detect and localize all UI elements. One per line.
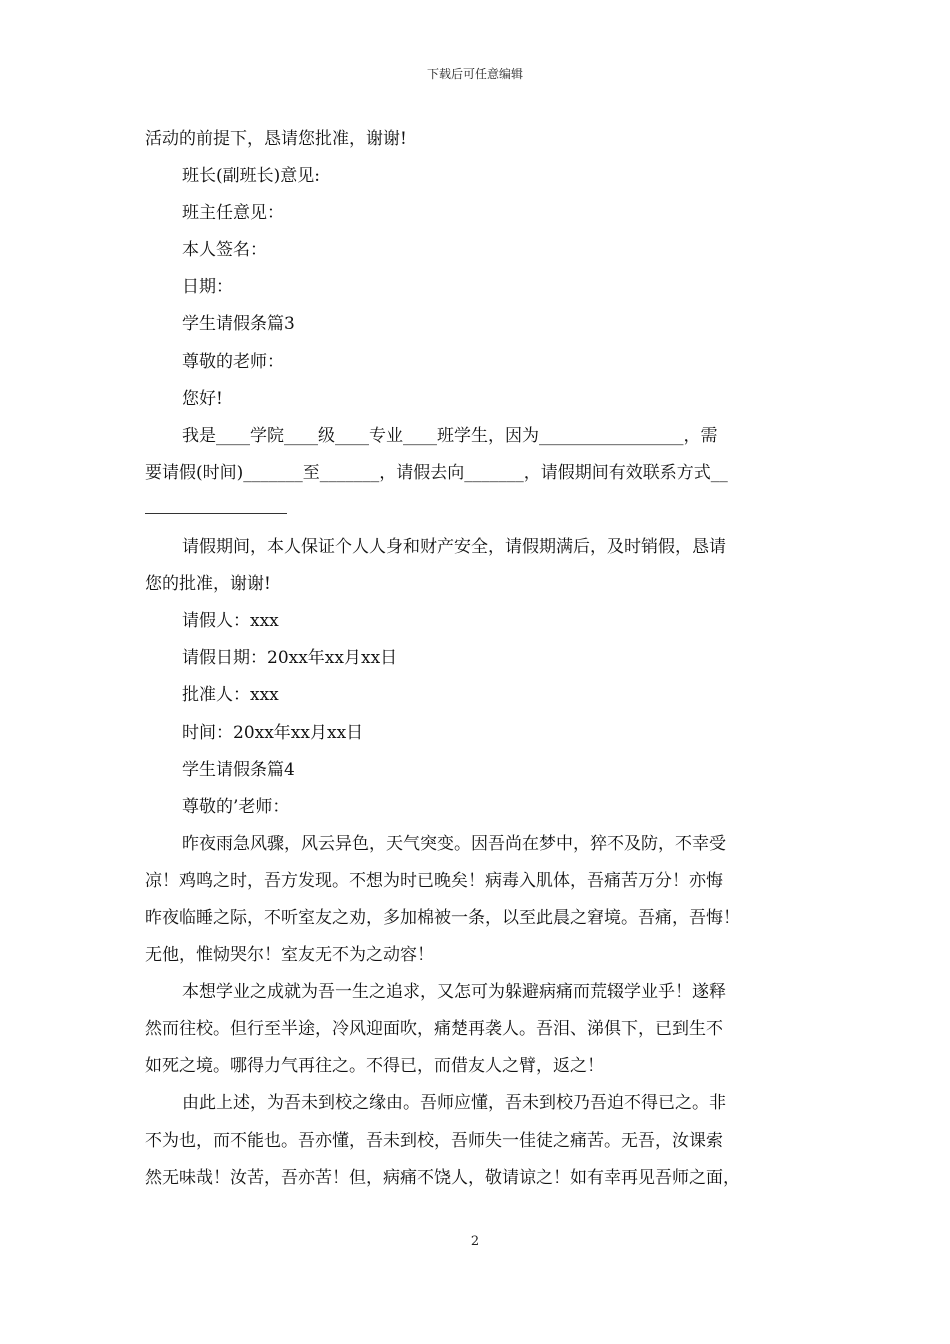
salutation: 尊敬的老师： — [182, 351, 284, 372]
text-line: 然无味哉！汝苦，吾亦苦！但，病痛不饶人，敬请谅之！如有幸再见吾师之面， — [145, 1167, 740, 1188]
section-heading: 学生请假条篇3 — [182, 314, 295, 335]
text-line: 无他，惟恸哭尔！室友无不为之动容！ — [145, 945, 434, 966]
text-line: 本人签名： — [182, 240, 267, 261]
text-line: 不为也，而不能也。吾亦懂，吾未到校，吾师失一佳徒之痛苦。无吾，汝课索 — [145, 1130, 723, 1151]
text-line: 班长(副班长)意见: — [182, 166, 320, 187]
text-line: 昨夜临睡之际，不听室友之劝，多加棉被一条，以至此晨之窘境。吾痛，吾悔！ — [145, 907, 740, 928]
text-line: 请假日期：20xx年xx月xx日 — [182, 648, 398, 669]
text-line: 请假期间，本人保证个人人身和财产安全，请假期满后，及时销假，恳请 — [182, 537, 726, 558]
text-line: 如死之境。哪得力气再往之。不得已，而借友人之臂，返之！ — [145, 1056, 604, 1077]
text-line: 请假人：xxx — [182, 611, 279, 632]
text-line: 活动的前提下，恳请您批准，谢谢! — [145, 129, 407, 149]
text-line: 班主任意见： — [182, 203, 284, 224]
text-line: 我是____学院____级____专业____班学生，因为_________________，需 — [182, 425, 718, 446]
page-number: 2 — [470, 1234, 480, 1249]
text-line: 由此上述，为吾未到校之缘由。吾师应懂，吾未到校乃吾迫不得已之。非 — [182, 1093, 726, 1114]
text-line: 昨夜雨急风骤，风云异色，天气突变。因吾尚在梦中，猝不及防，不幸受 — [182, 833, 726, 854]
page-header: 下载后可任意编辑 — [426, 67, 523, 81]
text-line: 凉！鸡鸣之时，吾方发现。不想为时已晚矣！病毒入肌体，吾痛苦万分！亦悔 — [145, 870, 723, 891]
text-line: 批准人：xxx — [182, 685, 279, 706]
greeting: 您好! — [182, 388, 223, 409]
text-line: 然而往校。但行至半途，冷风迎面吹，痛楚再袭人。吾泪、涕俱下，已到生不 — [145, 1019, 723, 1040]
text-line: 您的批准，谢谢! — [145, 574, 271, 595]
text-line: 要请假(时间)_______至_______，请假去向_______，请假期间有效联系方式__ — [145, 462, 728, 483]
document-body — [145, 121, 825, 1197]
salutation: 尊敬的’老师： — [182, 796, 290, 817]
section-heading: 学生请假条篇4 — [182, 759, 295, 780]
text-line: 日期： — [182, 277, 233, 298]
text-line: 时间：20xx年xx月xx日 — [182, 722, 364, 743]
text-line: 本想学业之成就为吾一生之追求，又怎可为躲避病痛而荒辍学业乎！遂释 — [182, 982, 726, 1003]
blank-underline — [145, 492, 287, 529]
